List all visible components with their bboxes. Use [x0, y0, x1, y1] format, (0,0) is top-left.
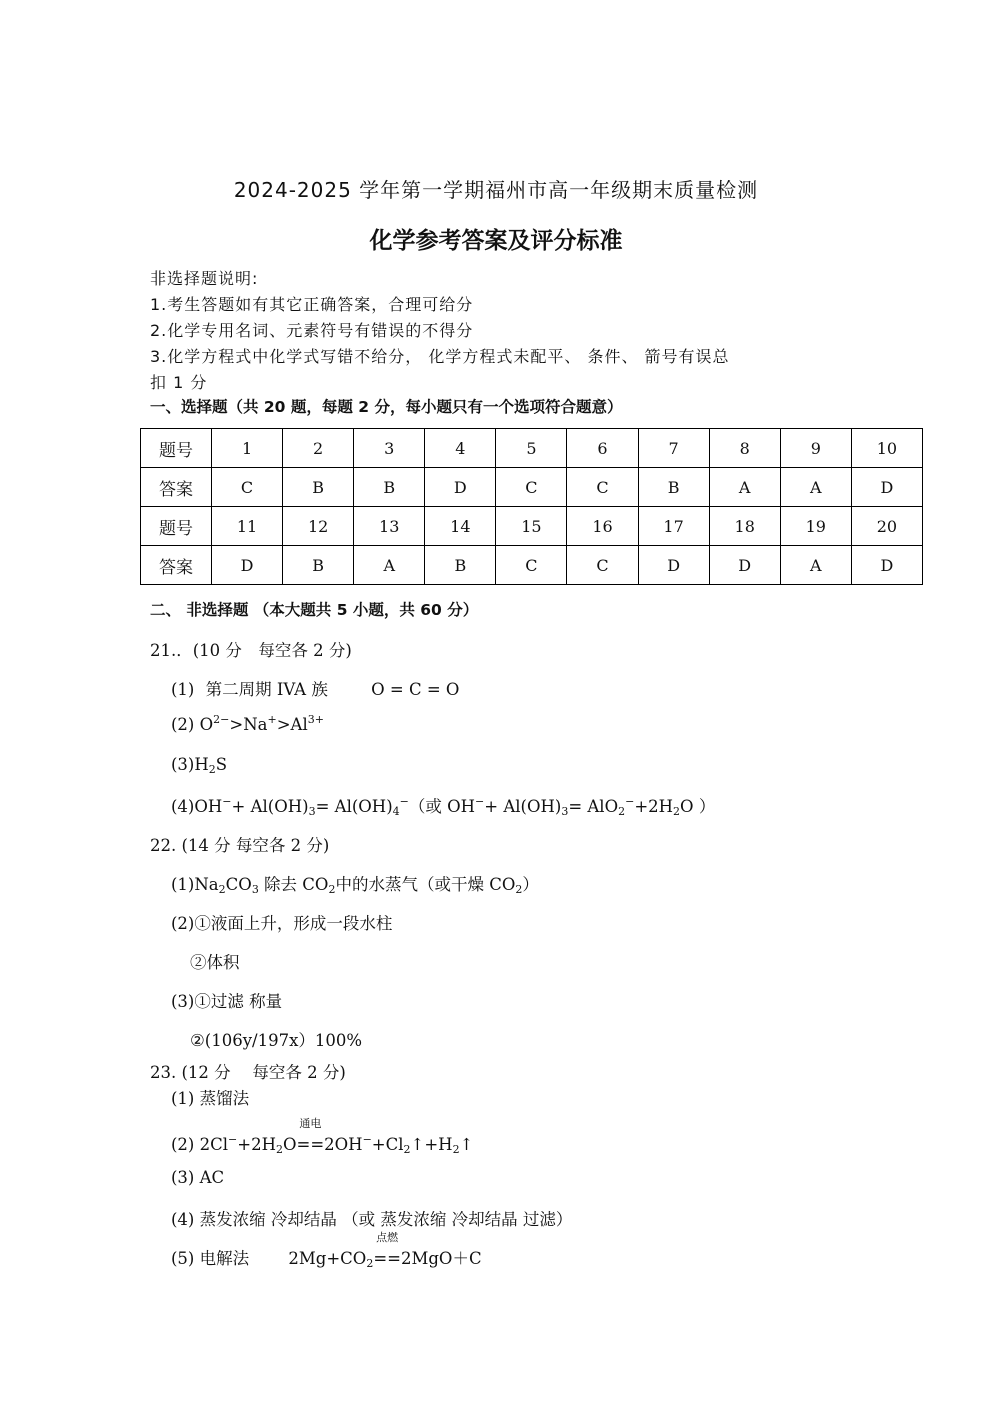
- section2-heading: 二、 非选择题 （本大题共 5 小题，共 60 分）: [150, 601, 479, 619]
- table-cell: 2: [283, 429, 354, 468]
- note-item-2: 2.化学专用名词、元素符号有错误的不得分: [150, 321, 474, 340]
- q22-answer-3-2: ②(106y/197x）100%: [190, 1031, 363, 1050]
- table-cell: A: [780, 546, 851, 585]
- table-cell: B: [354, 468, 425, 507]
- q21-a1-label: (1): [171, 680, 195, 699]
- table-cell: B: [283, 546, 354, 585]
- q21-answer-2: (2) $O^{2-}>Na^+>Al^{3+}$: [171, 713, 324, 734]
- q22-answer-2-1: (2)①液面上升，形成一段水柱: [171, 914, 393, 933]
- table-cell: 20: [851, 507, 922, 546]
- table-cell: 13: [354, 507, 425, 546]
- table-cell: 18: [709, 507, 780, 546]
- table-cell: D: [638, 546, 709, 585]
- reaction-condition-ignition: 点燃 ==: [373, 1231, 401, 1268]
- table-cell: C: [567, 468, 638, 507]
- table-cell: D: [425, 468, 496, 507]
- q21-answer-4: $(4)OH^-+ Al(OH)_3= Al(OH)_4^-$（或 $OH^-+ Al(OH)_3= AlO_2^-+2H_2O$ ）: [171, 795, 716, 818]
- table-cell: 15: [496, 507, 567, 546]
- q21-a1-formula: O = C = O: [371, 680, 460, 699]
- q21-heading: 21.．(10 分 每空各 2 分): [150, 641, 352, 660]
- table-cell: B: [283, 468, 354, 507]
- table-cell: 4: [425, 429, 496, 468]
- row-label: 题号: [141, 429, 212, 468]
- table-cell: 3: [354, 429, 425, 468]
- table-cell: C: [496, 546, 567, 585]
- table-cell: C: [496, 468, 567, 507]
- table-cell: D: [709, 546, 780, 585]
- table-row: [141, 468, 923, 507]
- table-cell: 7: [638, 429, 709, 468]
- q21-answer-1: [171, 676, 459, 700]
- table-cell: 16: [567, 507, 638, 546]
- table-cell: 6: [567, 429, 638, 468]
- table-cell: 9: [780, 429, 851, 468]
- q23-answer-5: (5) 电解法 $2Mg+CO_2$ 点燃 ==2MgO＋C: [171, 1231, 482, 1270]
- note-item-3: 3.化学方程式中化学式写错不给分， 化学方程式未配平、 条件、 箭号有误总: [150, 347, 730, 366]
- table-cell: 11: [212, 507, 283, 546]
- document-subtitle: 化学参考答案及评分标准: [369, 228, 623, 254]
- table-cell: D: [851, 468, 922, 507]
- section1-heading: 一、选择题（共 20 题，每题 2 分，每小题只有一个选项符合题意）: [150, 398, 623, 416]
- notes-heading: 非选择题说明:: [150, 269, 259, 288]
- row-label: 题号: [141, 507, 212, 546]
- table-cell: D: [212, 546, 283, 585]
- q21-a2-label: (2): [171, 715, 195, 734]
- table-cell: C: [212, 468, 283, 507]
- table-cell: 17: [638, 507, 709, 546]
- row-label: 答案: [141, 468, 212, 507]
- document-title: 2024-2025 学年第一学期福州市高一年级期末质量检测: [233, 178, 759, 202]
- note-item-4: 扣 1 分: [150, 373, 208, 392]
- q22-answer-1: $(1)Na_2CO_3$ 除去 $CO_2$中的水蒸气（或干燥 $CO_2$）: [171, 875, 539, 896]
- table-cell: A: [354, 546, 425, 585]
- table-cell: 1: [212, 429, 283, 468]
- q23-answer-2: (2) $2Cl^-+2H_2O$ 通电 $==2OH^-+Cl_2↑+H_2↑$: [171, 1117, 474, 1156]
- q22-heading: 22. (14 分 每空各 2 分): [150, 836, 330, 855]
- note-item-1: 1.考生答题如有其它正确答案，合理可给分: [150, 295, 474, 314]
- table-cell: C: [567, 546, 638, 585]
- answer-table: [140, 428, 923, 585]
- q23-heading: 23. (12 分 每空各 2 分): [150, 1063, 346, 1082]
- table-cell: A: [709, 468, 780, 507]
- q23-answer-3: (3) AC: [171, 1168, 225, 1187]
- table-row: [141, 546, 923, 585]
- q23-answer-1: (1) 蒸馏法: [171, 1089, 250, 1108]
- q21-answer-3: $(3)H_2S$: [171, 755, 228, 776]
- q22-answer-2-2: ②体积: [190, 953, 240, 972]
- row-label: 答案: [141, 546, 212, 585]
- table-cell: B: [425, 546, 496, 585]
- table-cell: D: [851, 546, 922, 585]
- reaction-condition-electrolysis: 通电 ==: [296, 1117, 325, 1154]
- table-row: [141, 429, 923, 468]
- q21-a1-text: 第二周期 IVA 族: [205, 680, 328, 699]
- q22-answer-3-1: (3)①过滤 称量: [171, 992, 283, 1011]
- table-cell: 5: [496, 429, 567, 468]
- table-row: [141, 507, 923, 546]
- table-cell: 19: [780, 507, 851, 546]
- table-cell: 14: [425, 507, 496, 546]
- table-cell: 10: [851, 429, 922, 468]
- table-cell: 8: [709, 429, 780, 468]
- table-cell: B: [638, 468, 709, 507]
- table-cell: 12: [283, 507, 354, 546]
- table-cell: A: [780, 468, 851, 507]
- q23-answer-4: (4) 蒸发浓缩 冷却结晶 （或 蒸发浓缩 冷却结晶 过滤）: [171, 1210, 573, 1229]
